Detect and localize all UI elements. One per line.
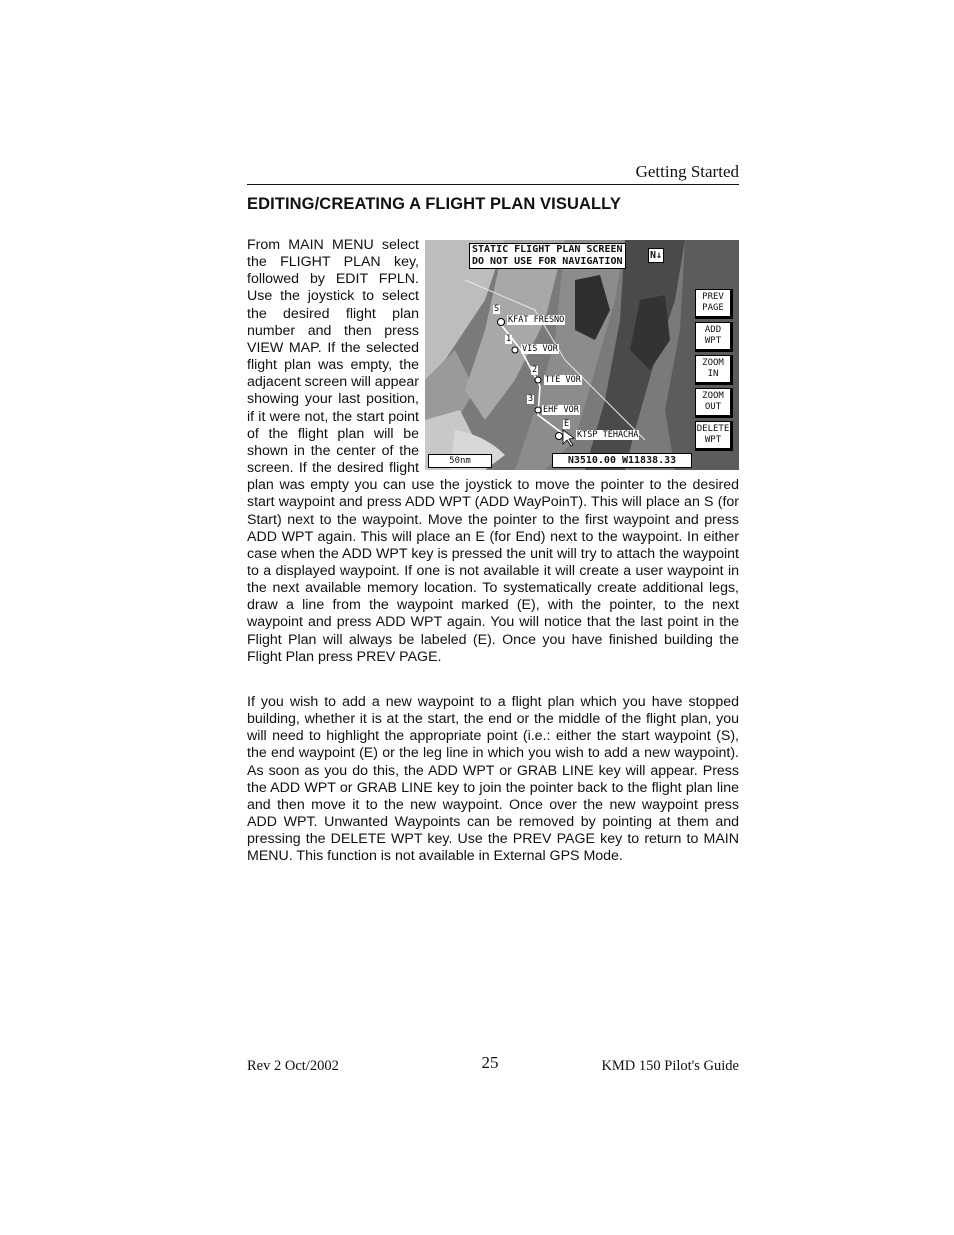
softkey-prev-page[interactable]: PREV PAGE [695,289,733,319]
softkey-zoom-in[interactable]: ZOOM IN [695,355,733,385]
paragraph-1 [247,237,739,666]
start-marker: S [494,304,500,314]
softkey-zoom-out[interactable]: ZOOM OUT [695,388,733,418]
flight-plan-screen-image [425,240,739,470]
waypoint-label-ktsp: KTSP TEHACHA [577,430,639,440]
screen-banner [469,243,626,269]
waypoint-label-ehf: EHF VOR [543,405,579,415]
page-number: 25 [481,1053,499,1072]
footer-revision: Rev 2 Oct/2002 [247,1058,339,1074]
leg-number-2: 2 [532,365,538,375]
footer-guide-title: KMD 150 Pilot's Guide [601,1058,739,1074]
banner-line-2: DO NOT USE FOR NAVIGATION [472,256,623,267]
softkey-delete-wpt[interactable]: DELETE WPT [695,421,733,451]
north-up-icon: N↓ [650,250,663,261]
banner-line-1: STATIC FLIGHT PLAN SCREEN [472,244,623,255]
north-label: N [650,250,657,261]
header-rule [247,184,739,185]
paragraph-1-text: From MAIN MENU select the FLIGHT PLAN key, followed by EDIT FPLN. Use the joystick to select the desired flight plan number and then press VIEW MAP. If the selected flight plan was empty, the adjacent screen will appear showing your last position, if it were not, the start point of the flight plan will be shown in the center of the screen. If the desired flight plan was empty you can use the joystick to move the pointer to the desired start waypoint and press ADD WPT (ADD WayPoinT). This will place an S (for Start) next to the waypoint. Move the pointer to the first waypoint and press ADD WPT again. This will place an E (for End) next to the waypoint. In either case when the ADD WPT key is pressed the unit will try to attach the waypoint to a displayed waypoint. If one is not available it will create a user waypoint in the next available memory location. To systematically create additional legs, draw a line from the waypoint marked (E), with the pointer, to the next waypoint and press ADD WPT again. You will notice that the last point in the Flight Plan will always be labeled (E). Once you have finished building the Flight Plan press PREV PAGE. [247,237,739,665]
map-scale: 50nm [428,454,492,468]
waypoint-label-vis: VIS VOR [522,344,558,354]
leg-number-3: 3 [528,394,534,404]
paragraph-2: If you wish to add a new waypoint to a flight plan which you have stopped building, whether it is at the start, the end or the middle of the flight plan, you will need to highlight the appropriate point (i.e.: either the start waypoint (S), the end waypoint (E) or the leg line in which you wish to add a new waypoint). As soon as you do this, the ADD WPT or GRAB LINE key will appear. Press the ADD WPT or GRAB LINE key to join the pointer back to the flight plan line and then move it to the new waypoint. Once over the new waypoint press ADD WPT. Unwanted Waypoints can be removed by pointing at them and pressing the DELETE WPT key. Use the PREV PAGE key to return to MAIN MENU. This function is not available in External GPS Mode. [247,694,739,865]
header-section-label: Getting Started [635,162,739,181]
waypoint-label-tte: TTE VOR [545,375,581,385]
softkey-add-wpt[interactable]: ADD WPT [695,322,733,352]
end-marker: E [564,419,570,429]
waypoint-label-kfat: KFAT FRESNO [508,315,565,325]
leg-number-1: 1 [506,334,512,344]
section-title: EDITING/CREATING A FLIGHT PLAN VISUALLY [247,195,621,213]
position-readout: N3510.00 W11838.33 [552,453,692,468]
